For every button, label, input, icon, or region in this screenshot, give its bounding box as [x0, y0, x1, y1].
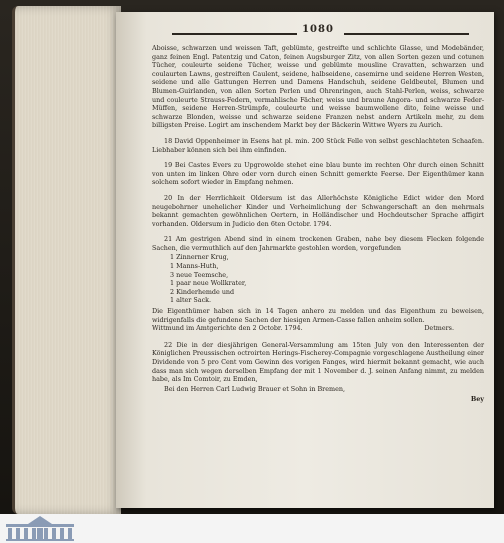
list-item: 1 paar neue Wollkrater, [170, 279, 247, 288]
page-number: 1080 [302, 24, 334, 35]
notice-21-signature-row [152, 324, 484, 333]
catchword: Bey [470, 395, 484, 404]
library-building-icon [4, 515, 76, 541]
notice-18: 18 David Oppenheimer in Esens hat pl. min. 200 Stück Felle von selbst geschlachteten Schaafen. Liebhaber können sich bei ihm einfinden. [152, 136, 484, 154]
list-item: 1 Zinnerner Krug, [170, 253, 229, 262]
notice-20: 20 In der Herrlichkeit Oldersum ist das Allerhöchste Königliche Edict wider den Mord neugebohrner unehelicher Kinder und Verheimlichung der Schwangerschaft an den mehrmals bekannt gemachten gewöhnlichen Oertern, in Holländischer und Hochdeutscher Sprache affigirt vorhanden. Oldersum in Judicio den 6ten Octobr. 1794. [152, 193, 484, 228]
page-text-block [152, 26, 484, 496]
found-items-list [170, 253, 484, 305]
notice-21-intro: 21 Am gestrigen Abend sind in einem trockenen Graben, nahe bey diesem Flecken folgende Sachen, die vermuthlich auf den Jahrmarkte gestohlen worden, vorgefunden [152, 235, 484, 252]
list-item: 2 Kinderhemde und [170, 287, 235, 296]
notice-19: 19 Bei Castes Evers zu Upgrowolde stehet eine blau bunte im rechten Ohr durch einen Schnitt von unten im linken Ohre oder vorn durch einen Schnitt gemerkte Feerse. Der Eigenthümer kann solchem sofort wieder in Empfang nehmen. [152, 161, 484, 187]
notice-22: 22 Die in der diesjährigen General-Versammlung am 15ten July von den Interessenten der Königlichen Preussischen octroirten Herings-Fischerey-Compagnie vorgeschlagene Austheilung einer Dividende von 5 pro Cent vom Gewinn des vorigen Fanges, wird hiermit bekannt gemacht, wie auch dass man sich wegen derselben Empfang der mit 1 November d. J. seinen Anfang nimmt, zu melden habe, als Im Comtoir, zu Emden, [152, 340, 484, 384]
book-page [116, 12, 494, 508]
list-item: 1 alter Sack. [170, 296, 212, 305]
notice-21-outro: Die Eigenthümer haben sich in 14 Tagen anhero zu melden und das Eigenthum zu beweisen, widrigenfalls die gefundene Sachen der hiesigen Armen-Casse fallen anheim sollen. [152, 307, 484, 324]
notice-21-date: Wittmund im Amtgerichte den 2 Octobr. 1794. [152, 324, 303, 333]
page-header [152, 26, 484, 44]
intro-paragraph: Aboisse, schwarzen und weissen Taft, geblümte, gestreifte und schlichte Glasse, und Modebänder, ganz feinen Engl. Patentzig und Caton, feinen Augsburger Zitz, von allen Sorten gezen und cotunen Tücher, couleurte seidene Tücher, weisse und geblümte mousline Cravatten, schwarzen und coulaurten Lawns, gestreiften Caulent, seidene, halbseidene, casemirne und seidene Herren Westen, seidene und alle Gattungen Herren und Damens Handschuh, seidene Geldbeutel, Blumen und Blumen-Guirlanden, von allen Sorten Perlen und Ohrenringen, auch Stahl-Perlen, weiss, schwarze und couleurte Strauss-Federn, vermahlische Fächer, weiss und braune Angora- und schwarze Feder-Müffen, seidene Herren-Strümpfe, couleurte und weisse baumwollene dito, feine weisse und schwarze Blonden, weisse und schwarze seidene Franzen nebst andern Artikeln mehr, zu dem billigsten Preise. Logirt am inschendem Markt bey der Bäckerin Wittwe Wyers zu Aurich. [152, 44, 484, 130]
list-item: 1 Manns-Huth, [170, 262, 219, 271]
list-item: 3 neue Teemsche, [170, 270, 229, 279]
header-rule-right [344, 33, 469, 35]
book-page-edges [12, 6, 121, 514]
notice-22-last-line: Bei den Herren Carl Ludwig Brauer et Sohn in Bremen, [164, 384, 346, 393]
notice-21-signature: Detmers. [424, 324, 454, 333]
